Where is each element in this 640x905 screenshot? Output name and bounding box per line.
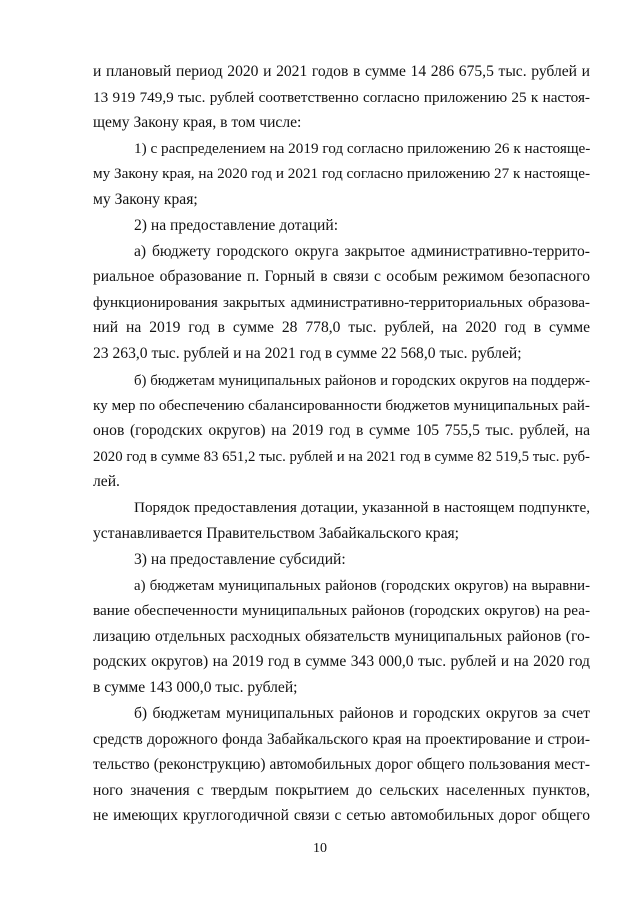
text-line: функционирования закрытых административно-территориальных образова-	[93, 294, 590, 311]
text-line: устанавливается Правительством Забайкальского края;	[93, 525, 459, 542]
text-line: лей.	[93, 473, 120, 490]
text-line: онов (городских округов) на 2019 год в сумме 105 755,5 тыс. рублей, на	[93, 422, 590, 439]
text-line: ний на 2019 год в сумме 28 778,0 тыс. рублей, на 2020 год в сумме	[93, 319, 590, 336]
text-line: 2) на предоставление дотаций:	[134, 217, 339, 234]
text-line: б) бюджетам муниципальных районов и городских округов за счет	[134, 705, 590, 722]
text-line: вание обеспеченности муниципальных районов (городских округов) на реа-	[93, 602, 590, 619]
text-line: а) бюджетам муниципальных районов (городских округов) на выравни-	[134, 578, 590, 594]
page-number: 10	[313, 841, 327, 856]
text-line: лизацию отдельных расходных обязательств муниципальных районов (го-	[93, 628, 590, 645]
text-line: щему Закону края, в том числе:	[93, 114, 302, 131]
text-line: 3) на предоставление субсидий:	[134, 551, 346, 568]
text-line: Порядок предоставления дотации, указанной в настоящем подпункте,	[134, 499, 590, 516]
text-line: 1) с распределением на 2019 год согласно приложению 26 к настояще-	[134, 140, 591, 157]
text-line: в сумме 143 000,0 тыс. рублей;	[93, 679, 298, 696]
text-line: тельство (реконструкцию) автомобильных дорог общего пользования мест-	[93, 756, 590, 773]
text-line: му Закону края, на 2020 год и 2021 год согласно приложению 27 к настояще-	[93, 165, 590, 182]
text-line: ного значения с твердым покрытием до сельских населенных пунктов,	[93, 782, 590, 799]
text-line: и плановый период 2020 и 2021 годов в сумме 14 286 675,5 тыс. рублей и	[93, 63, 590, 80]
text-line: ку мер по обеспечению сбалансированности бюджетов муниципальных рай-	[93, 397, 590, 414]
text-line: а) бюджету городского округа закрытое административно-террито-	[134, 243, 590, 260]
text-line: му Закону края;	[93, 191, 198, 208]
text-line: родских округов) на 2019 год в сумме 343 000,0 тыс. рублей и на 2020 год	[93, 653, 590, 670]
text-line: б) бюджетам муниципальных районов и городских округов на поддерж-	[134, 373, 590, 389]
text-line: 2020 год в сумме 83 651,2 тыс. рублей и на 2021 год в сумме 82 519,5 тыс. руб-	[93, 449, 590, 465]
text-line: не имеющих круглогодичной связи с сетью автомобильных дорог общего	[93, 807, 590, 824]
text-line: 13 919 749,9 тыс. рублей соответственно согласно приложению 25 к настоя-	[93, 89, 590, 106]
text-line: средств дорожного фонда Забайкальского края на проектирование и строи-	[93, 731, 590, 748]
text-line: 23 263,0 тыс. рублей и на 2021 год в сумме 22 568,0 тыс. рублей;	[93, 345, 522, 362]
text-line: риальное образование п. Горный в связи с особым режимом безопасного	[93, 268, 590, 285]
